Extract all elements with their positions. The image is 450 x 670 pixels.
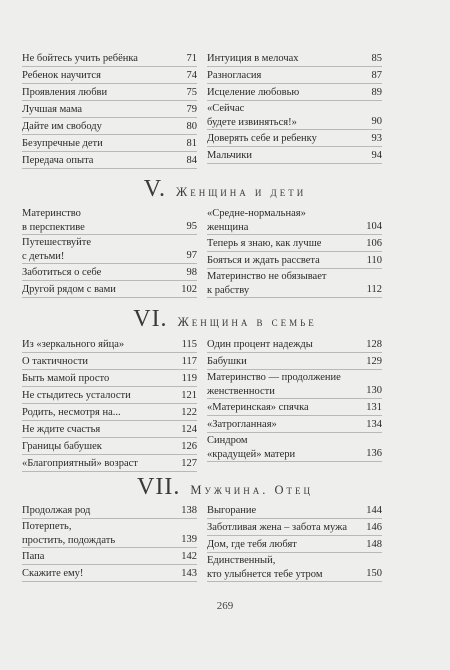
toc-entry — [22, 421, 197, 438]
toc-entry — [22, 152, 197, 169]
toc-entry-page: 142 — [181, 551, 197, 562]
toc-entry — [207, 269, 382, 298]
toc-entry — [207, 84, 382, 101]
toc-entry — [22, 135, 197, 152]
toc-entry — [22, 235, 197, 264]
toc-entry-title: Один процент надежды — [207, 339, 313, 350]
toc-entry-page: 98 — [186, 267, 197, 278]
toc-entry — [207, 206, 382, 235]
toc-entry — [207, 519, 382, 536]
toc-col-section5-left — [22, 206, 197, 298]
toc-entry — [22, 455, 197, 472]
toc-entry — [22, 353, 197, 370]
toc-entry-page: 139 — [181, 534, 197, 545]
toc-entry-title: Безупречные дети — [22, 138, 103, 149]
toc-entry-page: 89 — [371, 87, 382, 98]
toc-entry-title: Выгорание — [207, 505, 257, 516]
toc-entry-title: Проявления любви — [22, 87, 108, 98]
section-heading-5 — [0, 176, 450, 203]
toc-entry-title: Доверять себе и ребенку — [207, 133, 317, 144]
toc-entry — [207, 130, 382, 147]
toc-entry-page: 144 — [366, 505, 382, 516]
toc-entry-title: Продолжая род — [22, 505, 91, 516]
toc-entry-page: 136 — [366, 448, 382, 459]
toc-entry-page: 80 — [186, 121, 197, 132]
toc-entry-title: Не ждите счастья — [22, 424, 101, 435]
toc-entry-title: Другой рядом с вами — [22, 284, 116, 295]
toc-entry-page: 119 — [181, 373, 197, 384]
toc-entry — [22, 370, 197, 387]
toc-entry-page: 112 — [366, 284, 382, 295]
toc-entry-title: Заботливая жена – забота мужа — [207, 522, 347, 533]
toc-entry-title: Не бойтесь учить ребёнка — [22, 53, 138, 64]
toc-col-block0-left — [22, 50, 197, 169]
toc-entry-page: 90 — [371, 116, 382, 127]
section-roman: VII. — [137, 474, 181, 500]
toc-col-section6-right — [207, 336, 382, 462]
toc-col-block0-right — [207, 50, 382, 164]
toc-entry — [22, 67, 197, 84]
section-roman: V. — [143, 176, 167, 202]
toc-entry — [22, 264, 197, 281]
section-title: Женщина в семье — [177, 315, 317, 329]
toc-entry — [22, 84, 197, 101]
page-number: 269 — [216, 600, 234, 612]
toc-entry — [207, 416, 382, 433]
toc-entry — [22, 387, 197, 404]
toc-entry — [207, 502, 382, 519]
toc-entry — [207, 101, 382, 130]
toc-entry-page: 71 — [186, 53, 197, 64]
section-title: Женщина и дети — [176, 185, 307, 199]
toc-entry-page: 95 — [186, 221, 197, 232]
toc-col-section6-left — [22, 336, 197, 472]
toc-entry-title: Передача опыта — [22, 155, 94, 166]
toc-entry-title: Синдром «крадущей» матери — [207, 435, 296, 460]
toc-entry-title: «Благоприятный» возраст — [22, 458, 138, 469]
toc-entry-title: Лучшая мама — [22, 104, 83, 115]
toc-entry-title: Заботиться о себе — [22, 267, 102, 278]
toc-entry — [22, 118, 197, 135]
toc-entry-page: 121 — [181, 390, 197, 401]
toc-entry-title: Разногласия — [207, 70, 262, 81]
toc-entry-title: Путешествуйте с детьми! — [22, 237, 92, 262]
toc-entry-page: 97 — [186, 250, 197, 261]
toc-entry-page: 94 — [371, 150, 382, 161]
toc-entry-title: «Средне-нормальная» женщина — [207, 208, 306, 233]
toc-entry-title: «Материнская» спячка — [207, 402, 309, 413]
toc-entry-title: Из «зеркального яйца» — [22, 339, 125, 350]
toc-entry-title: Папа — [22, 551, 45, 562]
toc-entry-page: 128 — [366, 339, 382, 350]
toc-entry-page: 102 — [181, 284, 197, 295]
toc-entry — [207, 353, 382, 370]
toc-entry-page: 79 — [186, 104, 197, 115]
toc-entry-title: «Затрогланная» — [207, 419, 277, 430]
toc-entry-page: 122 — [181, 407, 197, 418]
toc-entry — [22, 565, 197, 582]
toc-entry-title: Дом, где тебя любят — [207, 539, 297, 550]
toc-entry-page: 134 — [366, 419, 382, 430]
toc-entry-title: Интуиция в мелочах — [207, 53, 299, 64]
toc-entry-title: Материнство в перспективе — [22, 208, 85, 233]
toc-entry — [207, 235, 382, 252]
toc-entry-page: 93 — [371, 133, 382, 144]
section-heading-6 — [0, 306, 450, 333]
toc-entry-title: Бояться и ждать рассвета — [207, 255, 320, 266]
toc-col-section7-right — [207, 502, 382, 582]
toc-entry-page: 143 — [181, 568, 197, 579]
toc-entry — [22, 50, 197, 67]
toc-entry-page: 148 — [366, 539, 382, 550]
toc-entry-title: Потерпеть, простить, подождать — [22, 521, 116, 546]
toc-entry-page: 129 — [366, 356, 382, 367]
toc-entry — [22, 502, 197, 519]
toc-entry-page: 74 — [186, 70, 197, 81]
toc-entry-title: Единственный, кто улыбнется тебе утром — [207, 555, 323, 580]
toc-entry-page: 81 — [186, 138, 197, 149]
toc-entry-page: 115 — [181, 339, 197, 350]
toc-entry-page: 130 — [366, 385, 382, 396]
toc-entry — [207, 553, 382, 582]
toc-entry-title: Бабушки — [207, 356, 247, 367]
toc-entry-title: Материнство — продолжение женственности — [207, 372, 341, 397]
toc-entry-page: 75 — [186, 87, 197, 98]
toc-entry — [22, 404, 197, 421]
toc-entry-title: «Сейчас будете извиняться!» — [207, 103, 297, 128]
toc-entry — [207, 536, 382, 553]
toc-entry-title: О тактичности — [22, 356, 89, 367]
toc-entry — [22, 281, 197, 298]
toc-entry — [207, 433, 382, 462]
toc-entry-page: 150 — [366, 568, 382, 579]
toc-entry-title: Скажите ему! — [22, 568, 84, 579]
toc-entry — [207, 50, 382, 67]
toc-entry — [22, 206, 197, 235]
section-roman: VI. — [133, 306, 168, 332]
toc-entry-title: Исцеление любовью — [207, 87, 300, 98]
toc-entry — [22, 438, 197, 455]
toc-entry-title: Мальчики — [207, 150, 252, 161]
toc-col-section5-right — [207, 206, 382, 298]
toc-entry-title: Теперь я знаю, как лучше — [207, 238, 322, 249]
toc-entry — [207, 336, 382, 353]
toc-entry — [207, 399, 382, 416]
toc-entry-title: Материнство не обязывает к рабству — [207, 271, 327, 296]
toc-entry — [207, 147, 382, 164]
toc-entry — [207, 252, 382, 269]
toc-entry-page: 85 — [371, 53, 382, 64]
toc-entry — [207, 370, 382, 399]
toc-entry-title: Дайте им свободу — [22, 121, 102, 132]
toc-entry-title: Не стыдитесь усталости — [22, 390, 131, 401]
toc-entry-title: Ребенок научится — [22, 70, 101, 81]
toc-entry-page: 87 — [371, 70, 382, 81]
toc-entry-page: 131 — [366, 402, 382, 413]
section-title: Мужчина. Отец — [190, 483, 313, 497]
section-heading-7 — [0, 474, 450, 501]
toc-entry-page: 110 — [366, 255, 382, 266]
toc-entry — [22, 519, 197, 548]
toc-entry-page: 127 — [181, 458, 197, 469]
toc-entry-page: 117 — [181, 356, 197, 367]
toc-entry-page: 138 — [181, 505, 197, 516]
toc-entry — [22, 336, 197, 353]
toc-entry-page: 126 — [181, 441, 197, 452]
toc-entry-page: 124 — [181, 424, 197, 435]
toc-entry-title: Быть мамой просто — [22, 373, 110, 384]
toc-entry-title: Родить, несмотря на... — [22, 407, 121, 418]
toc-entry-page: 106 — [366, 238, 382, 249]
toc-col-section7-left — [22, 502, 197, 582]
toc-entry-page: 146 — [366, 522, 382, 533]
toc-entry — [22, 548, 197, 565]
toc-entry-page: 104 — [366, 221, 382, 232]
toc-entry — [22, 101, 197, 118]
toc-entry-page: 84 — [186, 155, 197, 166]
toc-entry — [207, 67, 382, 84]
toc-entry-title: Границы бабушек — [22, 441, 102, 452]
